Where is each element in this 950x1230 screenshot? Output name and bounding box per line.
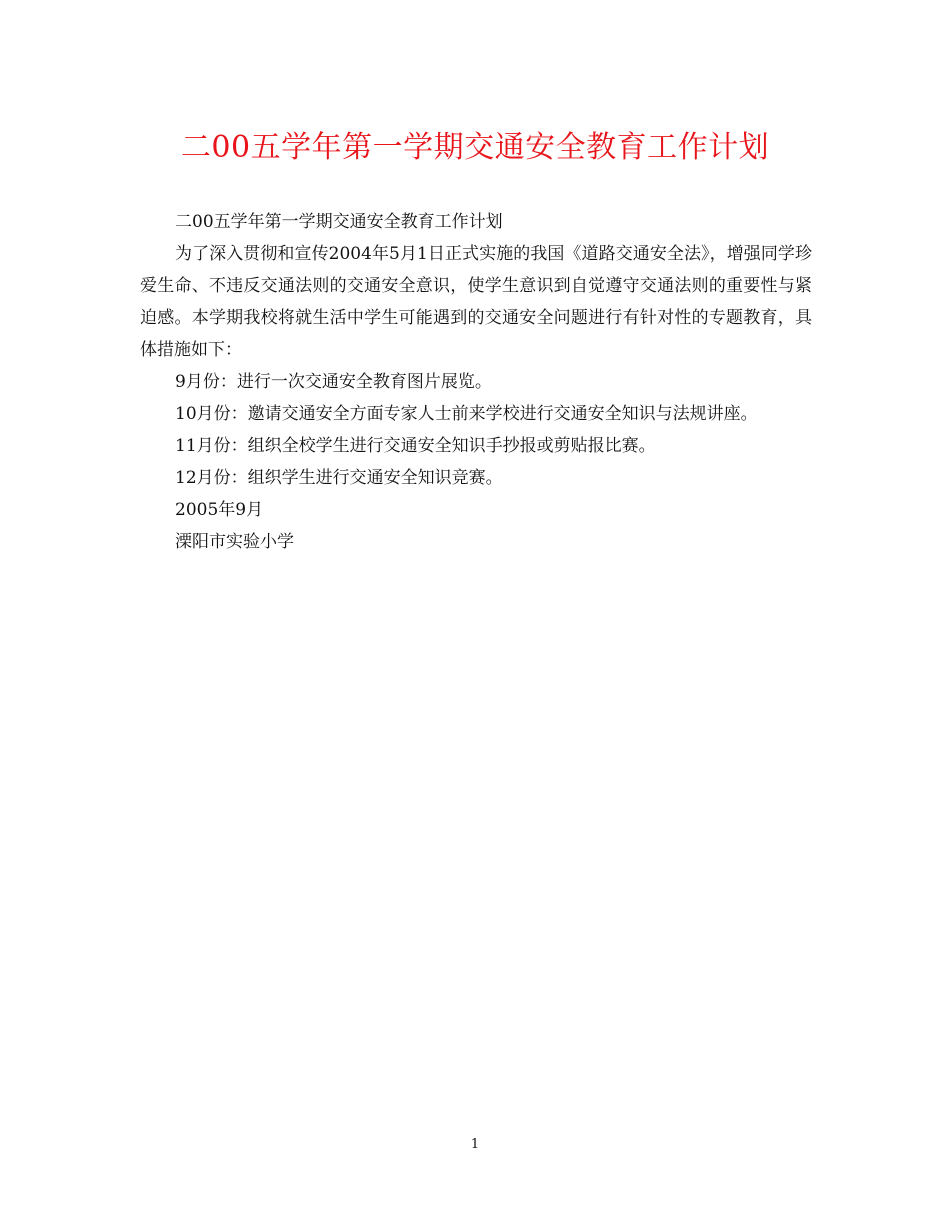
paragraph-subtitle: 二00五学年第一学期交通安全教育工作计划 bbox=[175, 212, 503, 232]
document-body bbox=[140, 206, 812, 558]
paragraph-intro: 为了深入贯彻和宣传2004年5月1日正式实施的我国《道路交通安全法》，增强同学珍爱生命、不违反交通法则的交通安全意识，使学生意识到自觉遵守交通法则的重要性与紧迫感。本学期我校将就生活中学生可能遇到的交通安全问题进行有针对性的专题教育，具体措施如下： bbox=[140, 244, 812, 360]
paragraph-date: 2005年9月 bbox=[175, 500, 264, 520]
paragraph-december: 12月份：组织学生进行交通安全知识竞赛。 bbox=[175, 468, 503, 488]
paragraph-school: 溧阳市实验小学 bbox=[175, 532, 294, 552]
document-title: 二00五学年第一学期交通安全教育工作计划 bbox=[180, 130, 770, 165]
paragraph-november: 11月份：组织全校学生进行交通安全知识手抄报或剪贴报比赛。 bbox=[175, 436, 656, 456]
paragraph-october: 10月份：邀请交通安全方面专家人士前来学校进行交通安全知识与法规讲座。 bbox=[175, 404, 758, 424]
paragraph-september: 9月份：进行一次交通安全教育图片展览。 bbox=[175, 372, 492, 392]
page-number: 1 bbox=[470, 1137, 480, 1152]
